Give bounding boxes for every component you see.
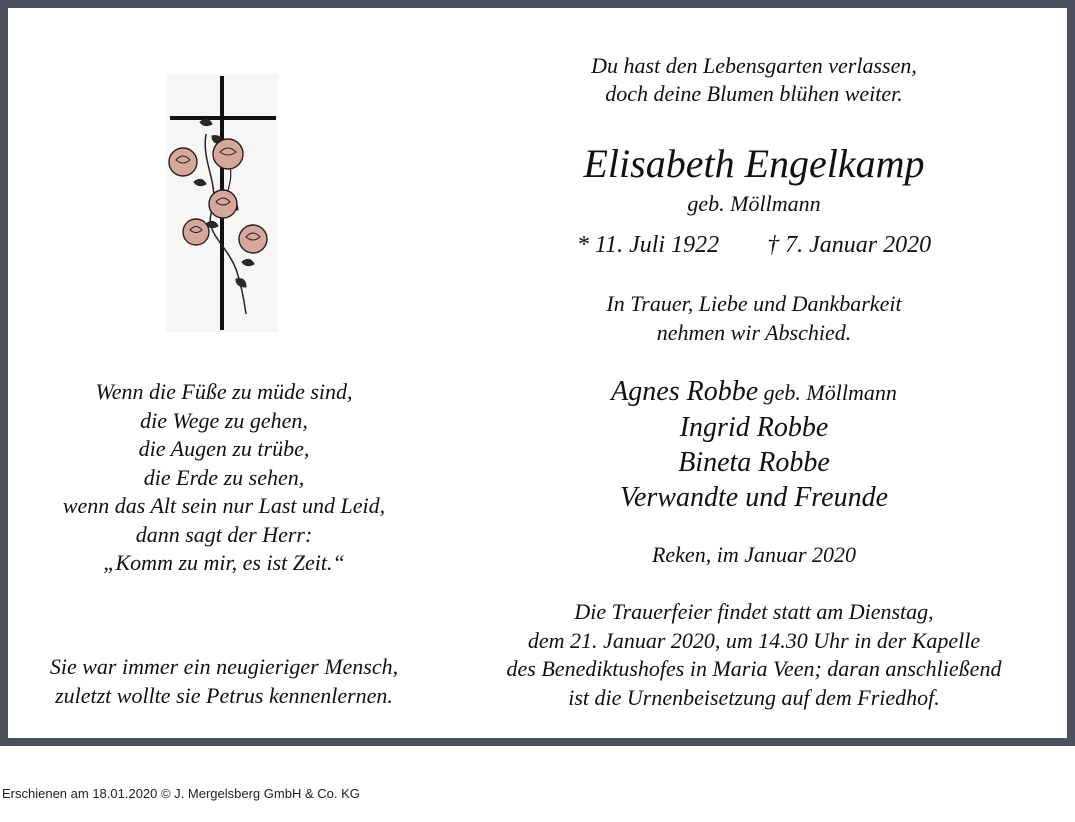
- service-line: dem 21. Januar 2020, um 14.30 Uhr in der Kapelle: [527, 627, 981, 653]
- place-date: Reken, im Januar 2020: [651, 542, 857, 567]
- family-member: Ingrid Robbe: [679, 412, 829, 443]
- poem-line: die Erde zu sehen,: [143, 464, 305, 490]
- mourning-line: nehmen wir Abschied.: [656, 320, 852, 345]
- poem-line: Wenn die Füße zu müde sind,: [95, 379, 353, 404]
- deceased-name: Elisabeth Engelkamp: [583, 141, 925, 186]
- opening-quote: [448, 52, 1060, 108]
- service-line: des Benediktushofes in Maria Veen; daran anschließend: [506, 656, 1002, 681]
- poem-line: die Augen zu trübe,: [138, 436, 310, 461]
- note-line: Sie war immer ein neugieriger Mensch,: [49, 654, 399, 679]
- note-line: zuletzt wollte sie Petrus kennenlernen.: [55, 682, 393, 708]
- family-list: [448, 374, 1060, 515]
- poem-line: wenn das Alt sein nur Last und Leid,: [62, 493, 386, 518]
- family-member-name: Agnes Robbe: [611, 376, 759, 407]
- death-date: † 7. Januar 2020: [767, 232, 932, 258]
- poem-line: dann sagt der Herr:: [135, 521, 313, 547]
- poem-line: die Wege zu gehen,: [140, 407, 308, 433]
- poem: [18, 378, 430, 578]
- service-details: [448, 598, 1060, 712]
- family-member: Bineta Robbe: [678, 447, 830, 478]
- quote-line: doch deine Blumen blühen weiter.: [605, 81, 903, 106]
- closing-note: [18, 653, 430, 710]
- birth-date: * 11. Juli 1922: [576, 232, 720, 258]
- mourning-text: [448, 289, 1060, 347]
- life-dates: [448, 230, 1060, 260]
- family-member: Verwandte und Freunde: [619, 482, 889, 513]
- quote-line: Du hast den Lebensgarten verlassen,: [591, 53, 917, 78]
- cross-with-roses-icon: [166, 74, 278, 332]
- poem-line: „Komm zu mir, es ist Zeit.“: [103, 550, 345, 575]
- service-line: Die Trauerfeier findet statt am Dienstag,: [574, 599, 934, 624]
- publication-footer: Erschienen am 18.01.2020 © J. Mergelsberg GmbH & Co. KG: [2, 786, 360, 801]
- maiden-name: geb. Möllmann: [687, 191, 821, 216]
- family-member: [448, 374, 1060, 410]
- service-line: ist die Urnenbeisetzung auf dem Friedhof.: [568, 684, 940, 710]
- family-member-maiden: geb. Möllmann: [758, 380, 897, 405]
- mourning-line: In Trauer, Liebe und Dankbarkeit: [606, 291, 902, 316]
